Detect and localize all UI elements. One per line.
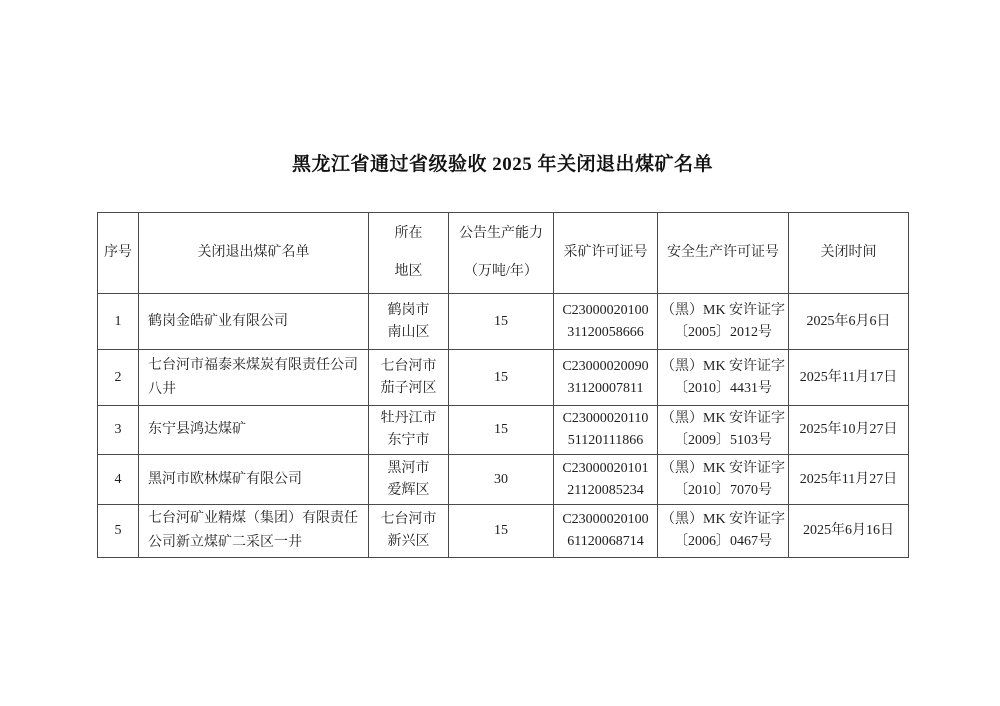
table-row	[98, 406, 909, 455]
cell-close-date: 2025年11月27日	[789, 455, 909, 505]
cell-close-date: 2025年6月16日	[789, 505, 909, 558]
cell-safety-license	[658, 455, 789, 505]
cell-index: 5	[98, 505, 139, 558]
cell-mining-license	[554, 406, 658, 455]
region-line2: 茄子河区	[380, 380, 437, 396]
header-capacity	[449, 213, 554, 294]
region-line2: 新兴区	[387, 534, 430, 549]
table-row	[98, 350, 909, 406]
cell-region	[369, 406, 449, 455]
mining-license-line1: C23000020110	[562, 411, 649, 426]
cell-close-date: 2025年6月6日	[789, 294, 909, 350]
header-region-line2: 地区	[394, 264, 423, 279]
mining-license-line1: C23000020100	[562, 512, 649, 527]
header-region	[369, 213, 449, 294]
cell-safety-license	[658, 350, 789, 406]
safety-license-line1: （黑）MK 安许证字	[661, 358, 786, 374]
header-capacity-line1: 公告生产能力	[459, 226, 543, 241]
header-close-date: 关闭时间	[789, 213, 909, 294]
cell-index: 3	[98, 406, 139, 455]
cell-capacity: 15	[449, 406, 554, 455]
safety-license-line2: 〔2006〕0467号	[674, 534, 772, 549]
document-title: 黑龙江省通过省级验收 2025 年关闭退出煤矿名单	[291, 154, 713, 175]
cell-mine-name: 东宁县鸿达煤矿	[139, 406, 369, 455]
cell-mining-license	[554, 294, 658, 350]
mining-license-line2: 61120068714	[567, 534, 644, 549]
table-row	[98, 455, 909, 505]
cell-mine-name: 七台河市福泰来煤炭有限责任公司八井	[139, 350, 369, 406]
cell-region	[369, 455, 449, 505]
cell-capacity: 15	[449, 505, 554, 558]
table-row	[98, 505, 909, 558]
cell-safety-license	[658, 294, 789, 350]
header-capacity-line2: （万吨/年）	[464, 264, 538, 279]
mining-license-line2: 21120085234	[567, 482, 644, 498]
cell-index: 4	[98, 455, 139, 505]
table-header-row	[98, 213, 909, 294]
cell-close-date: 2025年11月17日	[789, 350, 909, 406]
region-line1: 牡丹江市	[380, 411, 437, 426]
header-index: 序号	[98, 213, 139, 294]
region-line2: 南山区	[387, 324, 430, 340]
region-line2: 东宁市	[387, 433, 430, 448]
cell-mining-license	[554, 505, 658, 558]
cell-safety-license	[658, 406, 789, 455]
header-mine-name: 关闭退出煤矿名单	[139, 213, 369, 294]
region-line2: 爱辉区	[387, 482, 430, 498]
region-line1: 七台河市	[380, 358, 437, 374]
region-line1: 七台河市	[380, 512, 437, 527]
cell-region	[369, 505, 449, 558]
cell-mining-license	[554, 455, 658, 505]
table-row	[98, 294, 909, 350]
closed-mines-table	[97, 212, 909, 558]
header-mining-license: 采矿许可证号	[554, 213, 658, 294]
mining-license-line2: 31120058666	[567, 324, 644, 340]
cell-index: 2	[98, 350, 139, 406]
region-line1: 鹤岗市	[387, 302, 430, 318]
safety-license-line2: 〔2010〕7070号	[674, 482, 772, 498]
mining-license-line2: 31120007811	[567, 380, 644, 396]
header-safety-license: 安全生产许可证号	[658, 213, 789, 294]
cell-capacity: 15	[449, 294, 554, 350]
cell-safety-license	[658, 505, 789, 558]
safety-license-line1: （黑）MK 安许证字	[661, 460, 786, 476]
cell-close-date: 2025年10月27日	[789, 406, 909, 455]
mining-license-line1: C23000020101	[562, 460, 649, 476]
cell-mining-license	[554, 350, 658, 406]
cell-capacity: 30	[449, 455, 554, 505]
cell-capacity: 15	[449, 350, 554, 406]
mining-license-line1: C23000020100	[562, 302, 649, 318]
safety-license-line2: 〔2009〕5103号	[674, 433, 772, 448]
mining-license-line2: 51120111866	[567, 433, 644, 448]
header-region-line1: 所在	[394, 226, 423, 241]
cell-region	[369, 350, 449, 406]
safety-license-line1: （黑）MK 安许证字	[661, 512, 786, 527]
cell-mine-name: 黑河市欧林煤矿有限公司	[139, 455, 369, 505]
safety-license-line1: （黑）MK 安许证字	[661, 411, 786, 426]
region-line1: 黑河市	[387, 460, 430, 476]
safety-license-line2: 〔2005〕2012号	[674, 324, 772, 340]
safety-license-line1: （黑）MK 安许证字	[661, 302, 786, 318]
cell-mine-name: 鹤岗金皓矿业有限公司	[139, 294, 369, 350]
mining-license-line1: C23000020090	[562, 358, 649, 374]
safety-license-line2: 〔2010〕4431号	[674, 380, 772, 396]
cell-index: 1	[98, 294, 139, 350]
cell-mine-name: 七台河矿业精煤（集团）有限责任公司新立煤矿二采区一井	[139, 505, 369, 558]
cell-region	[369, 294, 449, 350]
